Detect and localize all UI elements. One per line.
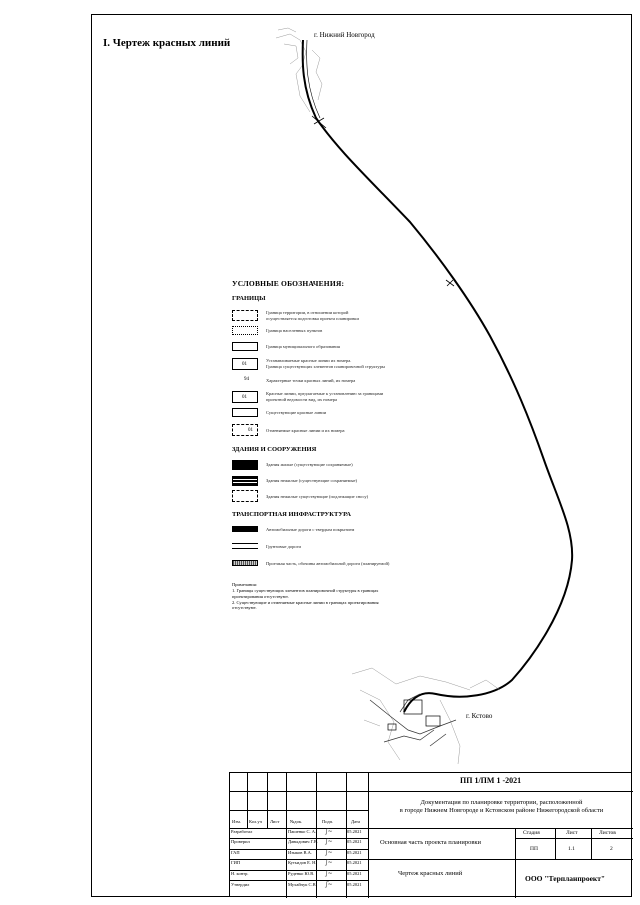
stamp-document-code: ПП 1/ПМ 1 -2021 <box>460 776 522 785</box>
road-junction-middle <box>446 280 454 286</box>
stamp-name: Пашенко С. А. <box>288 829 317 834</box>
stamp-role: Проверил <box>231 839 250 844</box>
stamp-drawing-name: Чертеж красных линий <box>398 870 463 877</box>
legend-label-territory-border: Граница территории, в отношении которой осуществляется подготовка проекта планировки <box>266 310 359 321</box>
stamp-signature: ʃ~ <box>326 870 333 877</box>
legend-label-nonresidential: Здания нежилые (существующие сохраняемые) <box>266 478 358 483</box>
legend-symbol-settlement-border <box>232 326 258 335</box>
stamp-date: 05.2021 <box>347 850 362 855</box>
stamp-sheet-value: 1.1 <box>568 846 575 852</box>
stamp-date: 05.2021 <box>347 871 362 876</box>
stamp-name: Изыков В.А. <box>288 850 313 855</box>
legend-symbol-territory-border <box>232 310 258 321</box>
title-block <box>229 772 632 897</box>
stamp-signature: ʃ~ <box>326 828 333 835</box>
legend-section-transport: ТРАНСПОРТНАЯ ИНФРАСТРУКТУРА <box>232 511 351 518</box>
legend-label-characteristic-points: Характерные точки красных линий, их номера <box>266 378 356 383</box>
stamp-organization: ООО "Терпланпроект" <box>525 874 606 883</box>
legend-label-proposed-red-lines: Красные линии, предлагаемые к установлению за границами проектной ведомости вид, их номера <box>266 391 384 402</box>
legend-label-cancelled-red-lines: Отменяемые красные линии и их номера <box>266 428 345 433</box>
road-parallel-line <box>307 40 320 118</box>
legend-section-borders: ГРАНИЦЫ <box>232 295 266 302</box>
stamp-part-name: Основная часть проекта планировки <box>380 839 482 846</box>
legend-symbol-cancelled-red-lines <box>232 424 258 436</box>
stamp-role: ГИП <box>231 860 241 865</box>
stamp-sheets-label: Листов <box>599 830 616 836</box>
legend-symbol-proposed-red-lines-number: 01 <box>242 395 247 400</box>
legend-symbol-nonresidential <box>232 476 258 486</box>
stamp-stage-label: Стадия <box>523 830 540 836</box>
stamp-date: 05.2021 <box>347 839 362 844</box>
legend-symbol-residential <box>232 460 258 470</box>
legend-label-residential: Здания жилые (существующие сохраняемые) <box>266 462 353 467</box>
legend-label-planned-road: Проезжая часть, обочины автомобильной дороги (планируемой) <box>266 561 390 566</box>
legend-label-existing-red-lines: Существующие красные линии <box>266 410 327 415</box>
legend-symbol-paved-road <box>232 526 258 532</box>
stamp-date: 05.2021 <box>347 882 362 887</box>
legend-symbol-red-lines-number: 01 <box>242 362 247 367</box>
city-label-bottom: г. Кстово <box>466 712 493 720</box>
legend-symbol-points-number: 94 <box>244 377 249 382</box>
stamp-signature: ʃ~ <box>326 859 333 866</box>
stamp-date: 05.2021 <box>347 860 362 865</box>
stamp-date: 05.2021 <box>347 829 362 834</box>
city-label-top: г. Нижний Новгород <box>314 31 375 39</box>
stamp-col-list: Лист <box>270 819 280 824</box>
stamp-role: Утвердил <box>231 882 250 887</box>
stamp-col-date: Дата <box>351 819 360 824</box>
stamp-signature: ʃ~ <box>326 849 333 856</box>
buildings-bottom <box>388 700 440 730</box>
legend-section-buildings: ЗДАНИЯ И СООРУЖЕНИЯ <box>232 446 317 453</box>
stamp-col-kol: Кол.уч <box>249 819 262 824</box>
stamp-role: Н. контр. <box>231 871 249 876</box>
legend-label-demolition: Здания нежилые существующие (подлежащие сносу) <box>266 494 369 499</box>
stamp-col-doc: №док. <box>290 819 303 824</box>
stamp-name: Мухайчук С.В. <box>288 882 317 887</box>
legend-symbol-dirt-road <box>232 543 258 549</box>
legend-label-dirt-road: Грунтовые дороги <box>266 544 301 549</box>
stamp-stage-value: ПП <box>530 846 538 852</box>
legend-symbol-planned-road <box>232 560 258 566</box>
legend-label-red-lines: Устанавливаемые красные линии их номера. Граница существующих элементов планировочной структуры <box>266 358 385 369</box>
stamp-sheet-label: Лист <box>566 830 578 836</box>
legend-symbol-municipal-border <box>232 342 258 351</box>
stamp-name: Кутьидов Е. Н. <box>288 860 317 865</box>
settlement-outline-top <box>276 28 322 112</box>
stamp-sheets-value: 2 <box>610 846 613 852</box>
stamp-signature: ʃ~ <box>326 881 333 888</box>
legend-symbol-cancelled-number: 01 <box>248 428 253 433</box>
road-junction-upper <box>312 116 326 128</box>
stamp-role: Разработал <box>231 829 253 834</box>
stamp-col-izm: Изм. <box>232 819 241 824</box>
legend-label-settlement-border: Граница населенных пунктов <box>266 328 323 333</box>
legend-notes: Примечания: 1. Границы существующих элементов планировочной структуры в границах проектирования отсутствуют. 2. Существующие и отменяемые красные линии в границах проектирования отсутствуют. <box>232 582 379 611</box>
stamp-role: ГАП <box>231 850 240 855</box>
stamp-name: Руденко Ю.В. <box>288 871 315 876</box>
stamp-signature: ʃ~ <box>326 838 333 845</box>
sheet-title: I. Чертеж красных линий <box>103 37 231 49</box>
settlement-streets-bottom <box>370 694 456 746</box>
legend-symbol-demolition <box>232 490 258 502</box>
stamp-name: Давыдович Г.В. <box>288 839 319 844</box>
stamp-document-description: Документация по планировке территории, расположенной в городе Нижнем Новгороде и Кстовском районе Нижегородской области <box>399 799 604 815</box>
legend-label-paved-road: Автомобильные дороги с твердым покрытием <box>266 527 355 532</box>
legend-heading: УСЛОВНЫЕ ОБОЗНАЧЕНИЯ: <box>232 279 345 288</box>
legend-symbol-existing-red-lines <box>232 408 258 417</box>
legend-label-municipal-border: Граница муниципального образования <box>266 344 340 349</box>
stamp-col-sign: Подп. <box>322 819 334 824</box>
